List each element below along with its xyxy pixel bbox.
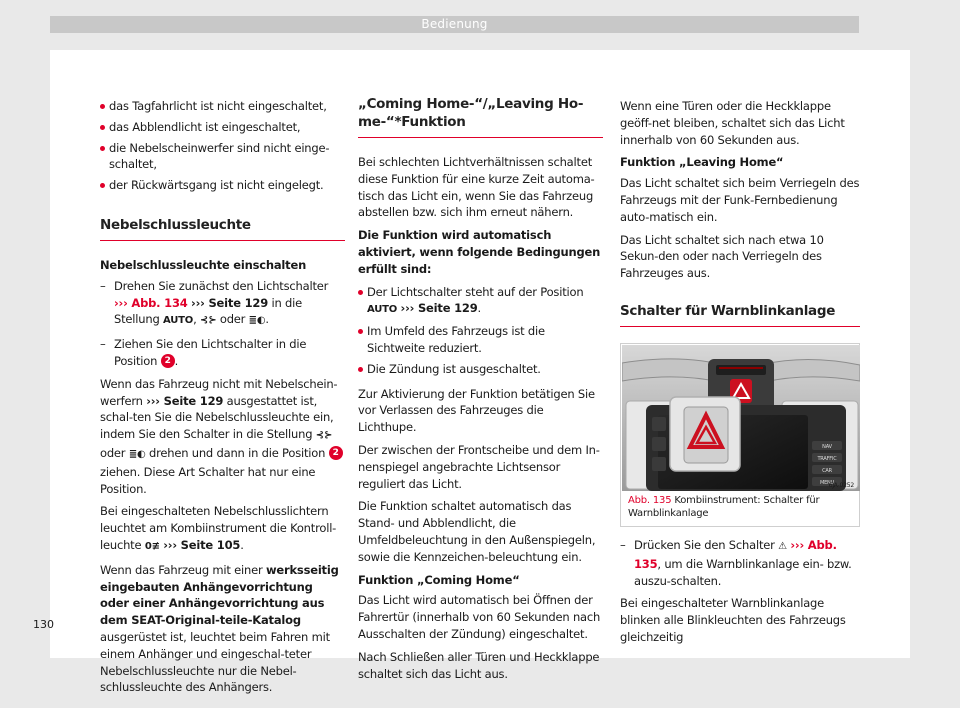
button-label: NAV: [822, 443, 832, 450]
page-number: 130: [33, 618, 54, 631]
text-bold: werksseitig eingebauten Anhängevorrichtung oder einer Anhängevorrichtung aus dem SEAT-Original-teile-Katalog: [100, 562, 339, 628]
paragraph: Bei eingeschalteten Nebelschlusslichtern leuchtet am Kombiinstrument die Kontroll-leuchte 0≢ ››› Seite 105.: [100, 503, 345, 555]
list-item: das Abblendlicht ist eingeschaltet,: [100, 119, 345, 136]
paragraph: Das Licht schaltet sich beim Verriegeln des Fahrzeugs mit der Funk-Fernbedienung auto-matisch ein.: [620, 176, 860, 224]
subhead-coming-home: Funktion „Coming Home“: [358, 572, 520, 587]
paragraph: Zur Aktivierung der Funktion betätigen Sie vor Verlassen des Fahrzeuges die Lichthupe.: [358, 386, 595, 435]
button-label: CAR: [822, 467, 832, 474]
page-link[interactable]: ››› Seite 105: [163, 537, 241, 552]
figure-link[interactable]: ››› Abb. 134: [114, 295, 188, 310]
text: ausgerüstet ist, leuchtet beim Fahren mit einem Anhänger und eingeschal-teter Nebelschlussleuchte nur die Nebel-schlussleuchte des Anhängers.: [100, 629, 330, 695]
paragraph: [100, 376, 345, 498]
paragraph: [100, 562, 345, 696]
paragraph: Wenn eine Türen oder die Heckklappe geöff-net bleiben, schaltet sich das Licht innerhalb von 60 Sekunden aus.: [620, 99, 845, 147]
parking-light-icon: ⊰⊱: [315, 430, 333, 442]
step-text: Ziehen Sie den Lichtschalter in die Position: [114, 337, 307, 368]
step-text: Drehen Sie zunächst den Lichtschalter: [114, 278, 329, 293]
text: Wenn das Fahrzeug mit einer: [100, 562, 263, 577]
auto-icon: AUTO: [367, 304, 398, 316]
text: oder: [100, 445, 126, 460]
position-number-badge: 2: [161, 354, 175, 368]
text: drehen und dann in die Position: [149, 445, 326, 460]
section-title-warnblinkanlage: Schalter für Warnblinkanlage: [620, 302, 860, 327]
column-right: [620, 98, 860, 652]
step-item: [620, 537, 860, 589]
list-item: die Nebelscheinwerfer sind nicht einge-schaltet,: [100, 140, 345, 174]
paragraph: Bei schlechten Lichtverhältnissen schaltet diese Funktion für eine kurze Zeit automa-tisch das Licht ein, wenn Sie das Fahrzeug abstellen bzw. sich ihm erneut nähern.: [358, 155, 595, 220]
list-item: Die Zündung ist ausgeschaltet.: [358, 361, 603, 378]
text: Drücken Sie den Schalter: [634, 537, 775, 552]
text: , um die Warnblinkanlage ein- bzw. auszu-schalten.: [634, 556, 852, 588]
text: Der Lichtschalter steht auf der Position: [367, 284, 584, 299]
button-label: MENU: [819, 479, 835, 486]
caption-text: Kombiinstrument: Schalter für Warnblinkanlage: [628, 494, 820, 519]
list-item: Im Umfeld des Fahrzeugs ist die Sichtweite reduziert.: [358, 323, 603, 357]
step-item: – Ziehen Sie den Lichtschalter in die Position 2 .: [100, 336, 345, 370]
section-title-coming-home: „Coming Home-“/„Leaving Ho-me-“*Funktion: [358, 95, 603, 138]
text: ausgestattet ist, schal-ten Sie die Nebelschlussleuchte ein, indem Sie den Schalter in die Stellung: [100, 393, 334, 442]
paragraph: Bei eingeschalteter Warnblinkanlage blinken alle Blinkleuchten des Fahrzeugs gleichzeitig: [620, 596, 846, 644]
text: Wenn das Fahrzeug nicht mit Nebelschein-werfern: [100, 376, 338, 408]
low-beam-icon: ≣◐: [248, 315, 266, 327]
paragraph-bold: Die Funktion wird automatisch aktiviert, wenn folgende Bedingungen erfüllt sind:: [358, 228, 601, 276]
text: ziehen. Diese Art Schalter hat nur eine Position.: [100, 464, 316, 496]
list-item: das Tagfahrlicht ist nicht eingeschaltet,: [100, 98, 345, 115]
subhead-leaving-home: Funktion „Leaving Home“: [620, 155, 784, 170]
step-text: in die Stellung: [114, 295, 302, 327]
caption-label: Abb. 135: [628, 494, 672, 506]
step-item: – Drehen Sie zunächst den Lichtschalter ››› Abb. 134 ››› Seite 129 in die Stellung AUTO, ⊰⊱ oder ≣◐.: [100, 278, 345, 330]
section-title-nebelschlussleuchte: Nebelschlussleuchte: [100, 216, 345, 241]
warning-triangle-icon: ⚠: [778, 540, 787, 552]
page-link[interactable]: ››› Seite 129: [400, 301, 478, 316]
paragraph: Der zwischen der Frontscheibe und dem In-nenspiegel angebrachte Lichtsensor reguliert das Licht.: [358, 442, 600, 491]
dashboard-photo: [622, 345, 860, 491]
step-text: oder: [219, 312, 246, 327]
list-item: Der Lichtschalter steht auf der Position AUTO ››› Seite 129.: [358, 284, 603, 320]
position-number-badge: 2: [329, 446, 343, 460]
page: [50, 50, 910, 695]
figure-caption: [628, 494, 854, 520]
auto-icon: AUTO: [163, 315, 194, 327]
figure-code: 6JA-0252: [828, 481, 854, 489]
figure-link[interactable]: ››› Abb. 135: [634, 537, 837, 571]
paragraph: Die Funktion schaltet automatisch das Stand- und Abblendlicht, die Umfeldbeleuchtung in den Außenspiegeln, sowie die Kennzeichen-beleuchtung ein.: [358, 499, 596, 564]
page-link[interactable]: ››› Seite 129: [146, 393, 224, 408]
parking-light-icon: ⊰⊱: [200, 315, 217, 327]
figure-135: [620, 343, 860, 527]
header-bar: [50, 16, 859, 33]
text: Bei eingeschalteten Nebelschlusslichtern leuchtet am Kombiinstrument die Kontroll-leuchte: [100, 504, 337, 552]
section-header-title: Bedienung: [421, 17, 488, 31]
paragraph: Das Licht schaltet sich nach etwa 10 Sekun-den oder nach Verriegeln des Fahrzeuges aus.: [620, 232, 824, 281]
subhead-einschalten: Nebelschlussleuchte einschalten: [100, 257, 307, 272]
paragraph: Das Licht wird automatisch bei Öffnen der Fahrertür (innerhalb von 60 Sekunden nach Ausschalten der Zündung) eingeschaltet.: [358, 593, 601, 641]
list-item: der Rückwärtsgang ist nicht eingelegt.: [100, 177, 345, 194]
button-label: TRAFFIC: [817, 455, 837, 462]
paragraph: Nach Schließen aller Türen und Heckklappe schaltet sich das Licht aus.: [358, 649, 600, 681]
low-beam-icon: ≣◐: [128, 448, 146, 460]
column-middle: [358, 95, 603, 688]
page-link[interactable]: ››› Seite 129: [191, 295, 268, 310]
column-left: [100, 98, 345, 702]
dashboard-illustration: [622, 345, 860, 491]
rear-fog-light-icon: 0≢: [144, 540, 160, 552]
